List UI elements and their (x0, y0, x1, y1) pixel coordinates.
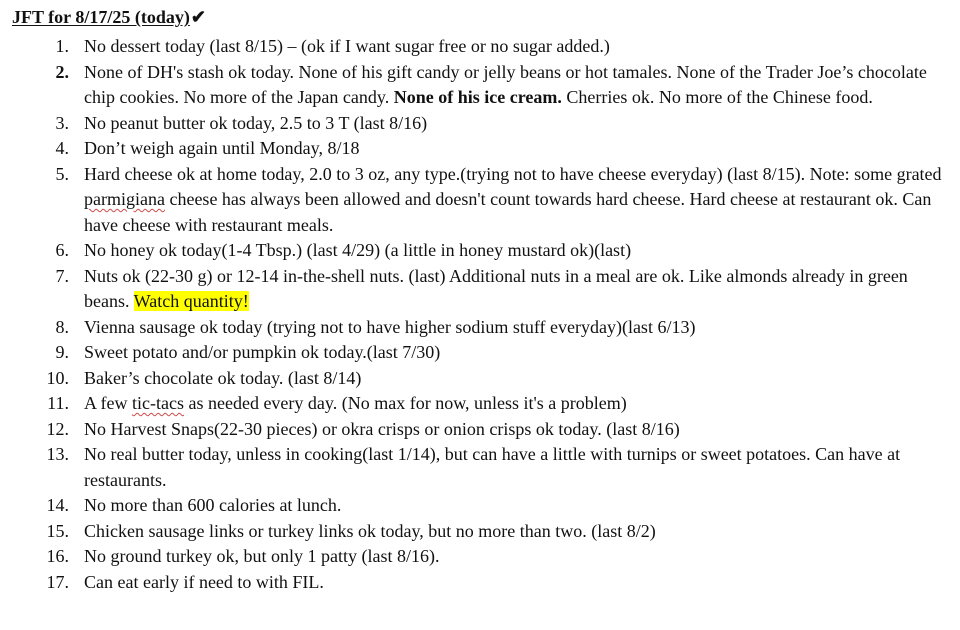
highlighted-text: Watch quantity! (133, 291, 249, 311)
list-number: 14. (46, 495, 69, 515)
list-item-text: No peanut butter ok today, 2.5 to 3 T (last 8/16) (84, 112, 428, 133)
list-item-text: Sweet potato and/or pumpkin ok today.(last 7/30) (84, 342, 441, 362)
bold-text: None of his ice cream. (393, 87, 562, 107)
list-number: 4. (55, 138, 69, 158)
list-item-text: Chicken sausage links or turkey links ok today, but no more than two. (last 8/2) (84, 520, 656, 541)
list-item-2 (0, 60, 960, 111)
list-item-text: No Harvest Snaps(22-30 pieces) or okra crisps or onion crisps ok today. (last 8/16) (84, 418, 680, 439)
list-item-12 (0, 417, 960, 443)
list-number: 12. (46, 418, 69, 439)
list-item-text: Baker’s chocolate ok today. (last 8/14) (84, 367, 362, 388)
list-number: 16. (46, 546, 69, 566)
list-item-text: Nuts ok (22-30 g) or 12-14 in-the-shell nuts. (last) Additional nuts in a meal are ok. Like almonds already in green beans. (84, 265, 908, 311)
page-title (12, 6, 206, 28)
list-item-5 (0, 162, 960, 239)
list-item-text: No dessert today (last 8/15) – (ok if I want sugar free or no sugar added.) (84, 36, 610, 56)
list-number: 10. (46, 367, 69, 388)
list-number: 15. (46, 520, 69, 541)
list-item-text: cheese has always been allowed and doesn't count towards hard cheese. Hard cheese at restaurant ok. Can have cheese with restaurant meals. (84, 189, 932, 235)
list-item-1 (0, 34, 960, 60)
list-number: 6. (55, 240, 69, 260)
title-text: JFT for 8/17/25 (today) (12, 7, 190, 27)
list-item-text: Hard cheese ok at home today, 2.0 to 3 oz, any type.(trying not to have cheese everyday) (last 8/15). Note: some grated (84, 163, 942, 184)
list-item-3 (0, 111, 960, 137)
list-item-6 (0, 238, 960, 264)
list-number: 7. (55, 265, 69, 286)
list-item-text: No ground turkey ok, but only 1 patty (last 8/16). (84, 546, 440, 566)
list-number: 3. (55, 112, 69, 133)
list-item-13 (0, 442, 960, 493)
list-number: 13. (46, 444, 69, 464)
checkmark-icon: ✔ (190, 7, 206, 27)
list-item-text: Cherries ok. No more of the Chinese food. (561, 87, 873, 107)
list-number: 1. (55, 36, 69, 56)
spellcheck-word: tic-tacs (132, 393, 184, 413)
list-number: 5. (55, 163, 69, 184)
list-number: 8. (55, 316, 69, 337)
list-item-17 (0, 570, 960, 596)
list-item-text: as needed every day. (No max for now, unless it's a problem) (183, 393, 627, 413)
list-item-9 (0, 340, 960, 366)
list-item-text: A few (84, 393, 132, 413)
list-item-11 (0, 391, 960, 417)
list-item-8 (0, 315, 960, 341)
spellcheck-word: parmigiana (84, 189, 165, 209)
list-item-15 (0, 519, 960, 545)
list-item-text: Vienna sausage ok today (trying not to have higher sodium stuff everyday)(last 6/13) (84, 316, 696, 337)
list-item-text: Can eat early if need to with FIL. (84, 571, 324, 592)
list-item-text: No honey ok today(1-4 Tbsp.) (last 4/29) (a little in honey mustard ok)(last) (84, 240, 632, 260)
list-item-text: No more than 600 calories at lunch. (84, 495, 342, 515)
list-item-text: None of DH's stash ok today. None of his gift candy or jelly beans or hot tamales. None of the Trader Joe’s chocolate chip cookies. No more of the Japan candy. (84, 61, 927, 107)
list-number: 2. (55, 61, 69, 82)
list-item-4 (0, 136, 960, 162)
list-number: 11. (47, 393, 69, 413)
numbered-list (0, 34, 960, 595)
list-item-text: No real butter today, unless in cooking(last 1/14), but can have a little with turnips or sweet potatoes. Can have at restaurants. (84, 444, 901, 490)
list-item-14 (0, 493, 960, 519)
list-item-10 (0, 366, 960, 392)
list-item-7 (0, 264, 960, 315)
list-item-16 (0, 544, 960, 570)
list-number: 9. (55, 342, 69, 362)
list-number: 17. (46, 571, 69, 592)
list-item-text: Don’t weigh again until Monday, 8/18 (84, 138, 360, 158)
